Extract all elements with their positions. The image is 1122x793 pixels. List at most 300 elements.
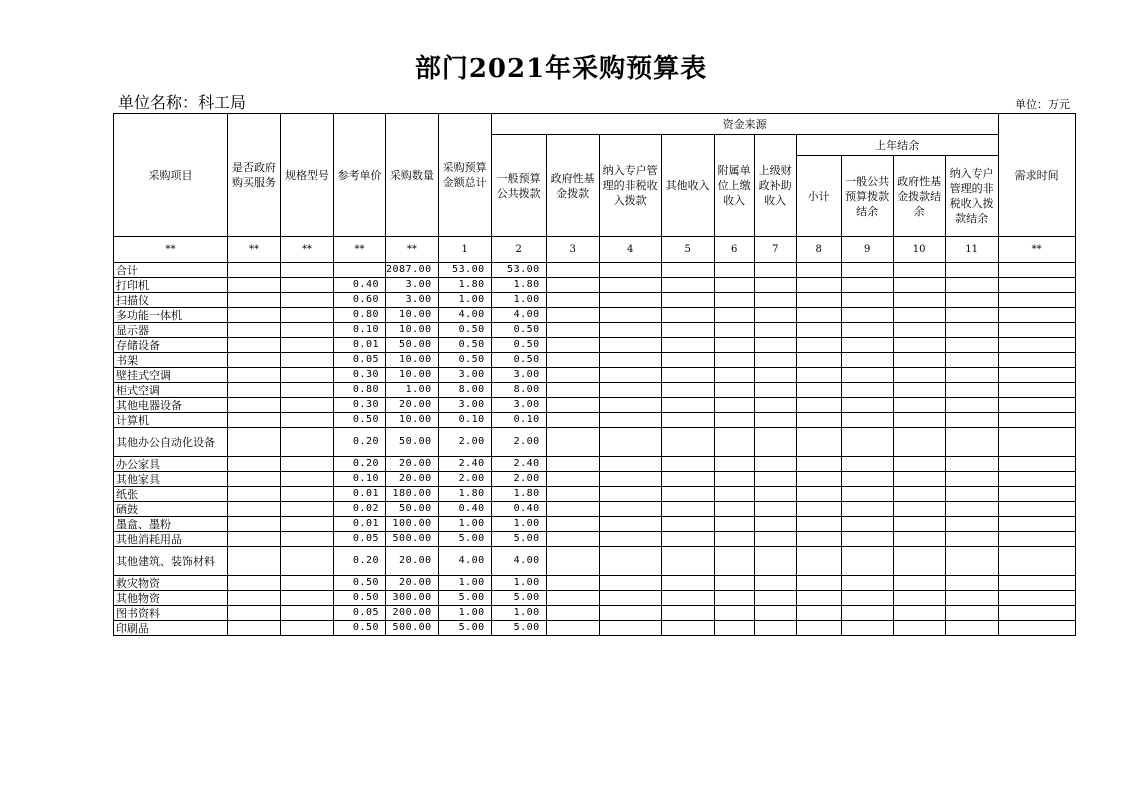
empty-cell	[796, 591, 841, 606]
empty-cell	[599, 621, 661, 636]
empty-cell	[714, 591, 754, 606]
table-row	[114, 263, 1076, 278]
quantity-cell: 500.00	[386, 532, 439, 547]
column-number-cell: **	[334, 237, 386, 263]
item-cell: 图书资料	[114, 606, 228, 621]
empty-cell	[945, 278, 998, 293]
column-number-cell: **	[281, 237, 334, 263]
spec-model-cell	[281, 576, 334, 591]
header-fund-source: 资金来源	[491, 114, 998, 135]
spec-model-cell	[281, 398, 334, 413]
empty-cell	[546, 517, 599, 532]
empty-cell	[893, 547, 945, 576]
quantity-cell: 180.00	[386, 487, 439, 502]
empty-cell	[945, 293, 998, 308]
budget-total-cell: 1.80	[438, 487, 491, 502]
empty-cell	[841, 487, 893, 502]
empty-cell	[661, 576, 714, 591]
unit-price-cell: 0.05	[334, 353, 386, 368]
empty-cell	[893, 383, 945, 398]
budget-total-cell: 3.00	[438, 398, 491, 413]
empty-cell	[796, 576, 841, 591]
empty-cell	[945, 591, 998, 606]
empty-cell	[841, 591, 893, 606]
empty-cell	[661, 338, 714, 353]
empty-cell	[945, 263, 998, 278]
column-number-cell: 5	[661, 237, 714, 263]
quantity-cell: 300.00	[386, 591, 439, 606]
empty-cell	[796, 487, 841, 502]
empty-cell	[546, 621, 599, 636]
empty-cell	[945, 457, 998, 472]
empty-cell	[796, 383, 841, 398]
empty-cell	[661, 591, 714, 606]
empty-cell	[893, 338, 945, 353]
empty-cell	[796, 413, 841, 428]
quantity-cell: 10.00	[386, 308, 439, 323]
unit-price-cell: 0.20	[334, 457, 386, 472]
empty-cell	[546, 457, 599, 472]
empty-cell	[546, 398, 599, 413]
empty-cell	[754, 398, 796, 413]
empty-cell	[893, 606, 945, 621]
general-budget-cell: 2.40	[491, 457, 546, 472]
empty-cell	[893, 576, 945, 591]
quantity-cell: 10.00	[386, 413, 439, 428]
quantity-cell: 1.00	[386, 383, 439, 398]
empty-cell	[599, 323, 661, 338]
empty-cell	[599, 428, 661, 457]
budget-total-cell: 4.00	[438, 308, 491, 323]
empty-cell	[661, 547, 714, 576]
empty-cell	[546, 293, 599, 308]
empty-cell	[714, 576, 754, 591]
empty-cell	[754, 591, 796, 606]
item-cell: 壁挂式空调	[114, 368, 228, 383]
empty-cell	[945, 606, 998, 621]
empty-cell	[945, 368, 998, 383]
spec-model-cell	[281, 323, 334, 338]
empty-cell	[754, 293, 796, 308]
empty-cell	[661, 428, 714, 457]
table-row	[114, 591, 1076, 606]
unit-price-cell: 0.40	[334, 278, 386, 293]
empty-cell	[599, 293, 661, 308]
empty-cell	[841, 293, 893, 308]
unit-name-label: 单位名称：科工局	[118, 93, 247, 112]
budget-total-cell: 1.80	[438, 278, 491, 293]
budget-total-cell: 0.50	[438, 338, 491, 353]
unit-price-cell: 0.50	[334, 413, 386, 428]
empty-cell	[714, 338, 754, 353]
empty-cell	[546, 263, 599, 278]
budget-total-cell: 1.00	[438, 606, 491, 621]
empty-cell	[661, 278, 714, 293]
table-row	[114, 428, 1076, 457]
empty-cell	[893, 591, 945, 606]
table-row	[114, 383, 1076, 398]
empty-cell	[546, 591, 599, 606]
empty-cell	[714, 472, 754, 487]
unit-price-cell: 0.80	[334, 383, 386, 398]
empty-cell	[796, 323, 841, 338]
table-row	[114, 278, 1076, 293]
column-number-cell: 2	[491, 237, 546, 263]
spec-model-cell	[281, 606, 334, 621]
empty-cell	[841, 383, 893, 398]
general-budget-cell: 5.00	[491, 621, 546, 636]
empty-cell	[841, 428, 893, 457]
empty-cell	[599, 606, 661, 621]
empty-cell	[998, 517, 1075, 532]
empty-cell	[754, 502, 796, 517]
unit-price-cell: 0.50	[334, 621, 386, 636]
empty-cell	[599, 278, 661, 293]
item-cell: 其他家具	[114, 472, 228, 487]
table-row	[114, 353, 1076, 368]
empty-cell	[841, 398, 893, 413]
spec-model-cell	[281, 547, 334, 576]
gov-purchase-cell	[228, 606, 281, 621]
spec-model-cell	[281, 338, 334, 353]
spec-model-cell	[281, 263, 334, 278]
column-number-cell: 10	[893, 237, 945, 263]
empty-cell	[546, 368, 599, 383]
item-cell: 柜式空调	[114, 383, 228, 398]
header-purchase-qty: 采购数量	[386, 114, 439, 237]
spec-model-cell	[281, 293, 334, 308]
spec-model-cell	[281, 591, 334, 606]
header-demand-time: 需求时间	[998, 114, 1075, 237]
quantity-cell: 20.00	[386, 457, 439, 472]
empty-cell	[893, 353, 945, 368]
empty-cell	[714, 353, 754, 368]
empty-cell	[893, 263, 945, 278]
empty-cell	[661, 293, 714, 308]
item-cell: 其他办公自动化设备	[114, 428, 228, 457]
gov-purchase-cell	[228, 576, 281, 591]
empty-cell	[893, 323, 945, 338]
table-row	[114, 338, 1076, 353]
empty-cell	[661, 368, 714, 383]
gov-purchase-cell	[228, 472, 281, 487]
empty-cell	[893, 293, 945, 308]
empty-cell	[714, 323, 754, 338]
spec-model-cell	[281, 487, 334, 502]
table-row	[114, 472, 1076, 487]
empty-cell	[754, 532, 796, 547]
unit-price-cell: 0.80	[334, 308, 386, 323]
general-budget-cell: 53.00	[491, 263, 546, 278]
empty-cell	[599, 413, 661, 428]
empty-cell	[998, 338, 1075, 353]
empty-cell	[661, 457, 714, 472]
empty-cell	[599, 532, 661, 547]
empty-cell	[998, 428, 1075, 457]
column-number-cell: 1	[438, 237, 491, 263]
column-number-cell: 6	[714, 237, 754, 263]
empty-cell	[546, 576, 599, 591]
empty-cell	[546, 428, 599, 457]
table-body	[114, 263, 1076, 636]
table-row	[114, 547, 1076, 576]
quantity-cell: 10.00	[386, 323, 439, 338]
general-budget-cell: 3.00	[491, 398, 546, 413]
empty-cell	[599, 308, 661, 323]
empty-cell	[841, 278, 893, 293]
empty-cell	[754, 368, 796, 383]
empty-cell	[546, 383, 599, 398]
quantity-cell: 10.00	[386, 368, 439, 383]
general-budget-cell: 0.10	[491, 413, 546, 428]
table-row	[114, 576, 1076, 591]
empty-cell	[754, 383, 796, 398]
column-number-cell: **	[228, 237, 281, 263]
general-budget-cell: 8.00	[491, 383, 546, 398]
item-cell: 办公家具	[114, 457, 228, 472]
quantity-cell: 50.00	[386, 338, 439, 353]
gov-purchase-cell	[228, 323, 281, 338]
empty-cell	[546, 413, 599, 428]
quantity-cell: 500.00	[386, 621, 439, 636]
item-cell: 其他电器设备	[114, 398, 228, 413]
empty-cell	[945, 308, 998, 323]
empty-cell	[714, 457, 754, 472]
empty-cell	[945, 517, 998, 532]
header-affiliated-income: 附属单位上缴收入	[714, 135, 754, 237]
empty-cell	[796, 532, 841, 547]
empty-cell	[546, 338, 599, 353]
gov-purchase-cell	[228, 383, 281, 398]
empty-cell	[893, 413, 945, 428]
empty-cell	[796, 263, 841, 278]
item-cell: 硒鼓	[114, 502, 228, 517]
column-number-cell: **	[114, 237, 228, 263]
budget-total-cell: 0.10	[438, 413, 491, 428]
empty-cell	[796, 517, 841, 532]
empty-cell	[998, 293, 1075, 308]
gov-purchase-cell	[228, 487, 281, 502]
empty-cell	[998, 383, 1075, 398]
empty-cell	[796, 353, 841, 368]
empty-cell	[754, 353, 796, 368]
empty-cell	[754, 413, 796, 428]
empty-cell	[796, 547, 841, 576]
empty-cell	[754, 606, 796, 621]
empty-cell	[945, 353, 998, 368]
unit-price-cell: 0.30	[334, 368, 386, 383]
empty-cell	[841, 502, 893, 517]
empty-cell	[841, 263, 893, 278]
empty-cell	[714, 606, 754, 621]
budget-total-cell: 1.00	[438, 517, 491, 532]
general-budget-cell: 3.00	[491, 368, 546, 383]
gov-purchase-cell	[228, 293, 281, 308]
budget-total-cell: 0.50	[438, 353, 491, 368]
empty-cell	[945, 532, 998, 547]
empty-cell	[945, 487, 998, 502]
empty-cell	[661, 502, 714, 517]
item-cell: 其他物资	[114, 591, 228, 606]
empty-cell	[841, 621, 893, 636]
budget-total-cell: 2.00	[438, 472, 491, 487]
gov-purchase-cell	[228, 547, 281, 576]
empty-cell	[945, 547, 998, 576]
item-cell: 书架	[114, 353, 228, 368]
unit-price-cell: 0.30	[334, 398, 386, 413]
empty-cell	[945, 576, 998, 591]
header-gov-fund: 政府性基金拨款	[546, 135, 599, 237]
empty-cell	[599, 368, 661, 383]
empty-cell	[714, 502, 754, 517]
empty-cell	[796, 293, 841, 308]
empty-cell	[841, 338, 893, 353]
quantity-cell: 200.00	[386, 606, 439, 621]
general-budget-cell: 2.00	[491, 428, 546, 457]
table-row	[114, 517, 1076, 532]
unit-price-cell: 0.05	[334, 532, 386, 547]
header-gov-fund-balance: 政府性基金拨款结余	[893, 156, 945, 237]
empty-cell	[893, 517, 945, 532]
empty-cell	[714, 413, 754, 428]
column-number-cell: **	[386, 237, 439, 263]
empty-cell	[945, 428, 998, 457]
column-number-cell: **	[998, 237, 1075, 263]
empty-cell	[599, 517, 661, 532]
empty-cell	[945, 502, 998, 517]
empty-cell	[546, 606, 599, 621]
general-budget-cell: 5.00	[491, 532, 546, 547]
header-ref-unit-price: 参考单价	[334, 114, 386, 237]
table-row	[114, 621, 1076, 636]
budget-total-cell: 2.00	[438, 428, 491, 457]
empty-cell	[754, 576, 796, 591]
item-cell: 其他消耗用品	[114, 532, 228, 547]
general-budget-cell: 1.00	[491, 517, 546, 532]
empty-cell	[714, 293, 754, 308]
budget-total-cell: 8.00	[438, 383, 491, 398]
gov-purchase-cell	[228, 398, 281, 413]
quantity-cell: 2087.00	[386, 263, 439, 278]
table-row	[114, 293, 1076, 308]
empty-cell	[998, 308, 1075, 323]
empty-cell	[998, 413, 1075, 428]
quantity-cell: 20.00	[386, 472, 439, 487]
column-number-cell: 8	[796, 237, 841, 263]
item-cell: 多功能一体机	[114, 308, 228, 323]
table-row	[114, 606, 1076, 621]
budget-total-cell: 53.00	[438, 263, 491, 278]
spec-model-cell	[281, 413, 334, 428]
empty-cell	[599, 487, 661, 502]
spec-model-cell	[281, 383, 334, 398]
empty-cell	[841, 517, 893, 532]
empty-cell	[796, 457, 841, 472]
header-subtotal: 小计	[796, 156, 841, 237]
empty-cell	[546, 308, 599, 323]
empty-cell	[661, 532, 714, 547]
budget-total-cell: 1.00	[438, 293, 491, 308]
quantity-cell: 3.00	[386, 293, 439, 308]
item-cell: 扫描仪	[114, 293, 228, 308]
empty-cell	[754, 547, 796, 576]
gov-purchase-cell	[228, 428, 281, 457]
general-budget-cell: 1.00	[491, 606, 546, 621]
quantity-cell: 3.00	[386, 278, 439, 293]
budget-total-cell: 5.00	[438, 591, 491, 606]
header-procurement-item: 采购项目	[114, 114, 228, 237]
empty-cell	[546, 278, 599, 293]
empty-cell	[945, 472, 998, 487]
empty-cell	[998, 606, 1075, 621]
empty-cell	[998, 278, 1075, 293]
header-last-year-balance: 上年结余	[796, 135, 998, 156]
general-budget-cell: 4.00	[491, 547, 546, 576]
empty-cell	[661, 517, 714, 532]
currency-unit-label: 单位：万元	[1015, 98, 1070, 111]
item-cell: 其他建筑、装饰材料	[114, 547, 228, 576]
gov-purchase-cell	[228, 338, 281, 353]
header-gov-purchase-service: 是否政府购买服务	[228, 114, 281, 237]
empty-cell	[893, 487, 945, 502]
empty-cell	[754, 487, 796, 502]
empty-cell	[546, 323, 599, 338]
gov-purchase-cell	[228, 308, 281, 323]
empty-cell	[714, 398, 754, 413]
empty-cell	[546, 472, 599, 487]
spec-model-cell	[281, 428, 334, 457]
empty-cell	[714, 308, 754, 323]
table-row	[114, 308, 1076, 323]
item-cell: 纸张	[114, 487, 228, 502]
budget-total-cell: 0.40	[438, 502, 491, 517]
empty-cell	[998, 621, 1075, 636]
empty-cell	[893, 368, 945, 383]
spec-model-cell	[281, 517, 334, 532]
empty-cell	[599, 502, 661, 517]
empty-cell	[945, 338, 998, 353]
header-superior-subsidy: 上级财政补助收入	[754, 135, 796, 237]
item-cell: 救灾物资	[114, 576, 228, 591]
table-row	[114, 323, 1076, 338]
empty-cell	[893, 308, 945, 323]
empty-cell	[945, 413, 998, 428]
general-budget-cell: 0.40	[491, 502, 546, 517]
empty-cell	[714, 532, 754, 547]
empty-cell	[599, 547, 661, 576]
spec-model-cell	[281, 472, 334, 487]
general-budget-cell: 0.50	[491, 353, 546, 368]
empty-cell	[661, 487, 714, 502]
general-budget-cell: 1.00	[491, 293, 546, 308]
empty-cell	[599, 472, 661, 487]
budget-total-cell: 3.00	[438, 368, 491, 383]
empty-cell	[714, 487, 754, 502]
header-general-budget: 一般预算公共拨款	[491, 135, 546, 237]
quantity-cell: 50.00	[386, 428, 439, 457]
empty-cell	[599, 338, 661, 353]
column-number-row	[114, 237, 1076, 263]
general-budget-cell: 4.00	[491, 308, 546, 323]
empty-cell	[796, 278, 841, 293]
quantity-cell: 10.00	[386, 353, 439, 368]
unit-price-cell: 0.20	[334, 547, 386, 576]
spec-model-cell	[281, 502, 334, 517]
column-number-cell: 7	[754, 237, 796, 263]
item-cell: 墨盒、墨粉	[114, 517, 228, 532]
empty-cell	[796, 308, 841, 323]
empty-cell	[661, 308, 714, 323]
